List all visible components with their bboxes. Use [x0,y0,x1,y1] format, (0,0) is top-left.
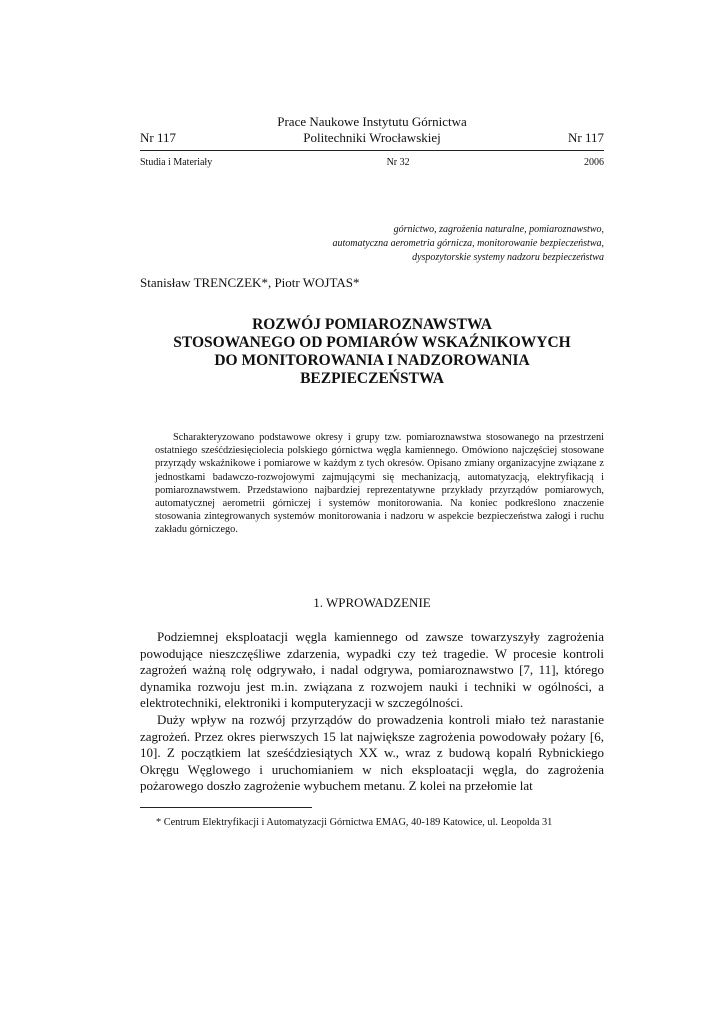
body-text [140,629,604,795]
series-name: Studia i Materiały [140,157,213,168]
journal-name-line1: Prace Naukowe Instytutu Górnictwa [277,114,467,129]
authors: Stanisław TRENCZEK*, Piotr WOJTAS* [140,275,360,290]
journal-name-line2: Politechniki Wrocławskiej [303,130,441,145]
header-rule [140,150,604,151]
title-line: STOSOWANEGO OD POMIARÓW WSKAŹNIKOWYCH [173,334,571,351]
footnote: * Centrum Elektryfikacji i Automatyzacji Górnictwa EMAG, 40-189 Katowice, ul. Leopolda 31 [156,817,553,828]
publication-year: 2006 [584,157,604,168]
volume-number-left: Nr 117 [140,130,176,145]
title-line: DO MONITOROWANIA I NADZOROWANIA [214,352,530,369]
title-line: BEZPIECZEŃSTWA [300,370,444,387]
abstract: Scharakteryzowano podstawowe okresy i grupy tzw. pomiaroznawstwa stosowanego na przestrzeni ostatniego sześćdziesięciolecia polskiego górnictwa węgla kamiennego. Omówiono najczęściej stosowane przyrządy wskaźnikowe i pomiarowe w każdym z tych okresów. Opisano zmiany organizacyjne związane z jednostkami badawczo-rozwojowymi zajmującymi się mechanizacją, automatyzacją, elektryfikacją i pomiaroznawstwem. Przedstawiono najbardziej reprezentatywne przykłady przyrządów pomiarowych, automatycznej aerometrii górniczej i systemów monitorowania. Na koniec podkreślono znaczenie stosowania zintegrowanych systemów monitorowania i nadzoru w aspekcie bezpieczeństwa załogi i ruchu zakładu górniczego. [155,432,604,536]
title-line: ROZWÓJ POMIAROZNAWSTWA [252,316,492,333]
paragraph: Podziemnej eksploatacji węgla kamiennego od zawsze towarzyszyły zagrożenia powodujące nieszczęśliwe zdarzenia, wypadki czy też tragedie. W procesie kontroli zagrożeń ważną rolę odgrywało, i nadal odgrywa, pomiaroznawstwo [7, 11], którego dynamika rozwoju jest m.in. związana z rozwojem nauki i techniki w ogólności, a elektrotechniki, elektroniki i komputeryzacji w szczególności. [140,629,604,711]
keywords [300,223,604,265]
volume-number-right: Nr 117 [567,130,604,145]
series-line [140,157,604,168]
footnote-rule [140,807,312,808]
series-number: Nr 32 [386,157,410,168]
keywords-line: automatyczna aerometria górnicza, monitorowanie bezpieczeństwa, [332,238,604,249]
publication-header [140,114,604,146]
keywords-line: górnictwo, zagrożenia naturalne, pomiaroznawstwo, [393,224,604,235]
section-heading: 1. WPROWADZENIE [313,595,431,610]
paragraph: Duży wpływ na rozwój przyrządów do prowadzenia kontroli miało też narastanie zagrożeń. Przez okres pierwszych 15 lat największe zagrożenia powodowały pożary [6, 10]. Z początkiem lat sześćdziesiątych XX w., wraz z budową kopalń Rybnickiego Okręgu Węglowego i uruchomianiem w nich eksploatacji węgla, do zagrożenia pożarowego doszło zagrożenie wybuchem metanu. Z kolei na przełomie lat [140,711,604,794]
keywords-line: dyspozytorskie systemy nadzoru bezpieczeństwa [412,252,604,263]
paper-title [140,316,604,388]
